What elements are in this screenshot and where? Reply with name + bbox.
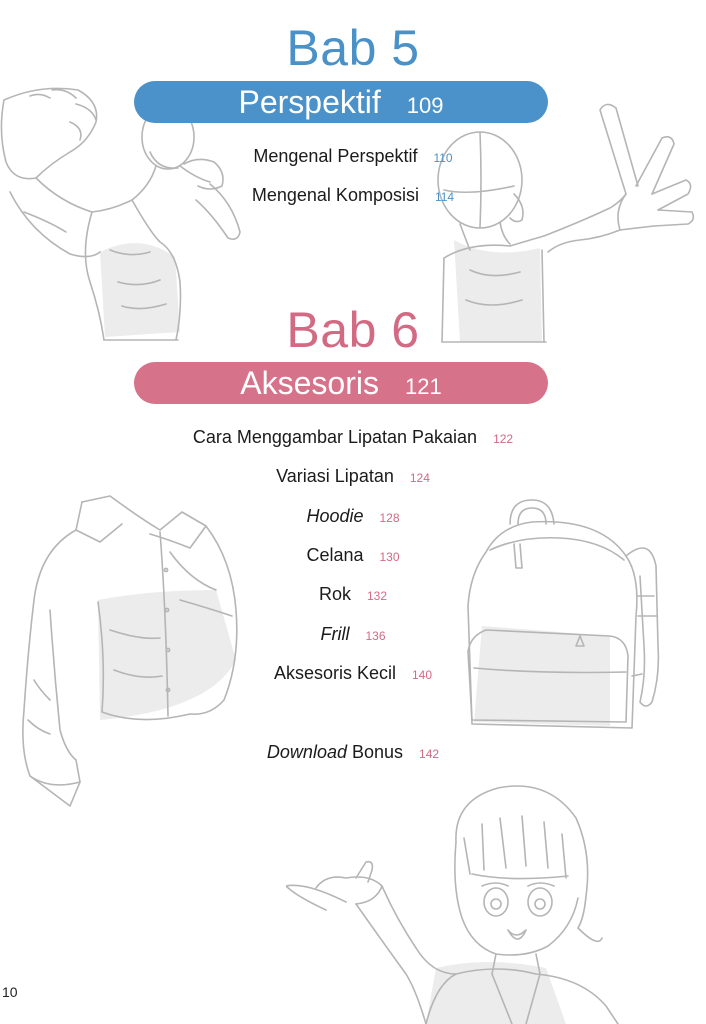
toc-entry-title: Celana [306, 545, 364, 565]
bonus-title-italic: Download [266, 742, 347, 762]
shirt-sketch [10, 490, 246, 820]
toc-entry-title: Mengenal Perspektif [253, 146, 418, 166]
chapter5-heading: Bab 5 [286, 20, 420, 76]
toc-entry [0, 623, 706, 647]
toc-entry-page: 124 [409, 471, 430, 485]
chapter6-banner-page: 121 [404, 374, 442, 399]
toc-entry-title: Frill [320, 624, 350, 644]
chapter5-banner-title: Perspektif [238, 84, 381, 120]
page-number: 10 [2, 984, 18, 1000]
toc-entry-title: Hoodie [306, 506, 364, 526]
backpack-sketch [460, 496, 670, 746]
chapter6-banner [134, 362, 548, 404]
toc-entry-bonus [0, 741, 706, 765]
girl-character-sketch [286, 778, 626, 1024]
toc-entry-title: Rok [318, 584, 351, 604]
toc-entry-title: Aksesoris Kecil [273, 663, 396, 683]
chapter5-banner [134, 81, 548, 123]
toc-entry [0, 662, 706, 686]
chapter5-banner-page: 109 [406, 93, 444, 118]
toc-entry-page: 142 [419, 747, 440, 761]
toc-entry-title: Cara Menggambar Lipatan Pakaian [192, 427, 478, 447]
toc-entry-title: Mengenal Komposisi [251, 185, 419, 205]
toc-entry [0, 465, 706, 489]
toc-entry [0, 426, 706, 450]
toc-entry-page: 122 [493, 432, 514, 446]
toc-entry-page: 136 [365, 629, 386, 643]
toc-entry-page: 128 [379, 511, 400, 525]
toc-entry-page: 140 [412, 668, 433, 682]
toc-entry-page: 132 [366, 589, 388, 603]
toc-entry [0, 583, 706, 607]
chapter6-heading: Bab 6 [286, 302, 420, 358]
toc-entry [0, 544, 706, 568]
toc-entry-page: 110 [433, 151, 453, 165]
toc-entry-title: Variasi Lipatan [276, 466, 394, 486]
chapter6-banner-title: Aksesoris [240, 365, 379, 401]
toc-entry [0, 184, 706, 208]
toc-entry [0, 505, 706, 529]
toc-entry [0, 145, 706, 169]
toc-entry-page: 114 [434, 190, 455, 204]
bonus-title-rest: Bonus [346, 742, 404, 762]
toc-entry-page: 130 [379, 550, 400, 564]
